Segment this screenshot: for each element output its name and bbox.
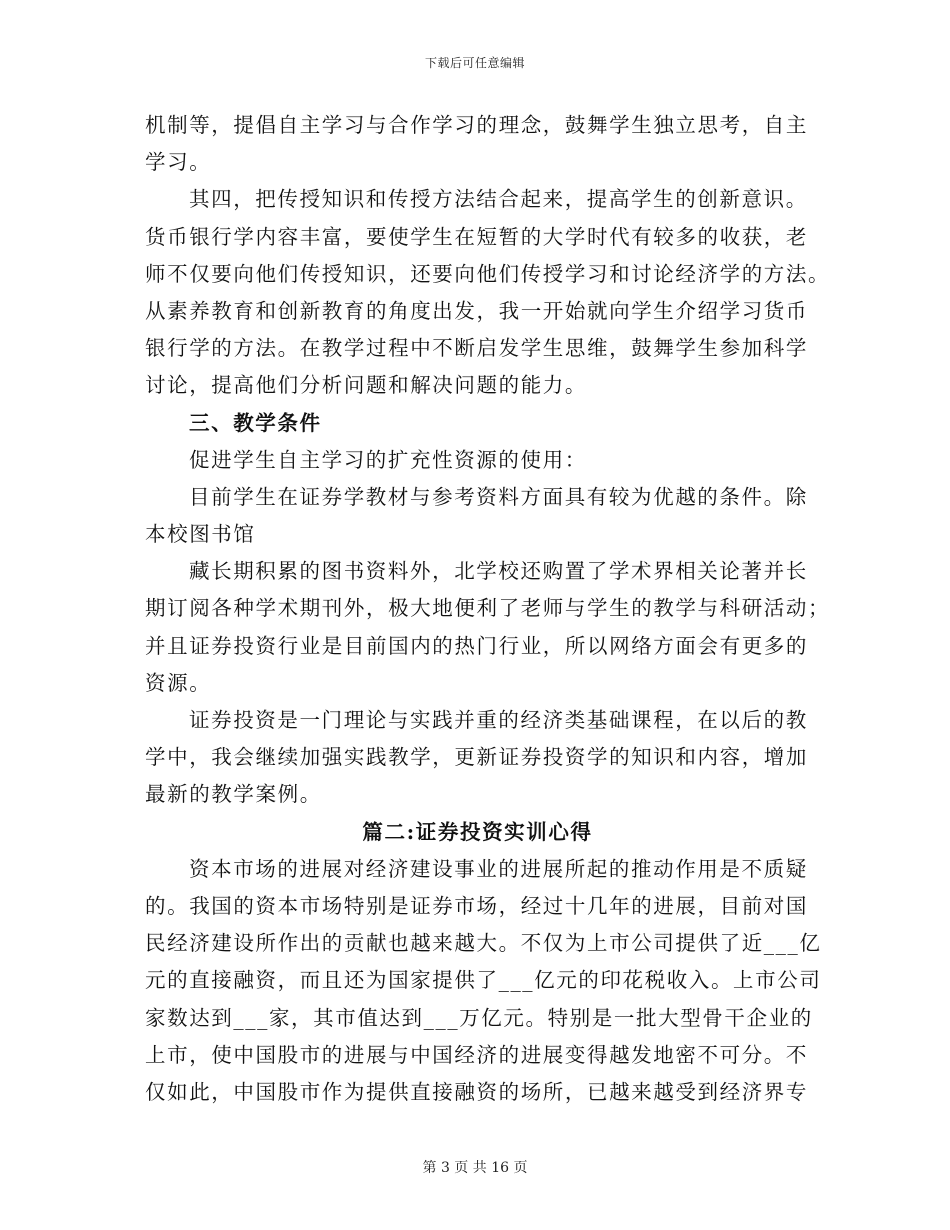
- text-line: 机制等，提倡自主学习与合作学习的理念，鼓舞学生独立思考，自主: [145, 113, 808, 137]
- text-line: 家数达到___家，其市值达到___万亿元。特别是一批大型骨干企业的: [145, 1005, 813, 1030]
- paragraph-line: 证券投资是一门理论与实践并重的经济类基础课程，在以后的教: [189, 708, 808, 732]
- paragraph-line: 促进学生自主学习的扩充性资源的使用：: [189, 447, 587, 472]
- text-line: 最新的教学案例。: [145, 782, 322, 807]
- text-line: 并且证券投资行业是目前国内的热门行业，所以网络方面会有更多的: [145, 633, 808, 658]
- text-line: 从素养教育和创新教育的角度出发，我一开始就向学生介绍学习货币: [145, 298, 808, 323]
- section-heading: 三、教学条件: [189, 410, 322, 435]
- text-line: 学中，我会继续加强实践教学，更新证券投资学的知识和内容，增加: [145, 745, 808, 770]
- paragraph-line: 目前学生在证券学教材与参考资料方面具有较为优越的条件。除: [189, 484, 808, 509]
- text-line: 本校图书馆: [145, 522, 256, 547]
- text-line: 货币银行学内容丰富，要使学生在短暂的大学时代有较多的收获，老: [145, 224, 808, 249]
- text-line: 师不仅要向他们传授知识，还要向他们传授学习和讨论经济学的方法。: [145, 261, 831, 286]
- article-title: 篇二:证券投资实训心得: [362, 819, 593, 844]
- paragraph-line: 其四，把传授知识和传授方法结合起来，提高学生的创新意识。: [189, 187, 808, 212]
- page-header: 下载后可任意编辑: [424, 56, 525, 70]
- text-line: 上市，使中国股市的进展与中国经济的进展变得越发地密不可分。不: [145, 1042, 808, 1067]
- text-line: 学习。: [145, 150, 212, 175]
- text-line: 元的直接融资，而且还为国家提供了___亿元的印花税收入。上市公司: [145, 968, 822, 993]
- text-line: 期订阅各种学术期刊外，极大地便利了老师与学生的教学与科研活动；: [145, 596, 831, 621]
- paragraph-line: 资本市场的进展对经济建设事业的进展所起的推动作用是不质疑: [189, 856, 808, 881]
- text-line: 民经济建设所作出的贡献也越来越大。不仅为上市公司提供了近___亿: [145, 931, 822, 956]
- text-line: 仅如此，中国股市作为提供直接融资的场所，已越来越受到经济界专: [145, 1079, 808, 1104]
- page-footer: 第 3 页 共 16 页: [422, 1160, 528, 1176]
- text-line: 资源。: [145, 670, 212, 695]
- text-line: 银行学的方法。在教学过程中不断启发学生思维，鼓舞学生参加科学: [145, 336, 808, 361]
- document-body: [145, 107, 831, 1111]
- paragraph-line: 藏长期积累的图书资料外，北学校还购置了学术界相关论著并长: [189, 559, 808, 584]
- text-line: 的。我国的资本市场特别是证券市场，经过十几年的进展，目前对国: [145, 893, 808, 918]
- text-line: 讨论，提高他们分析问题和解决问题的能力。: [145, 373, 587, 398]
